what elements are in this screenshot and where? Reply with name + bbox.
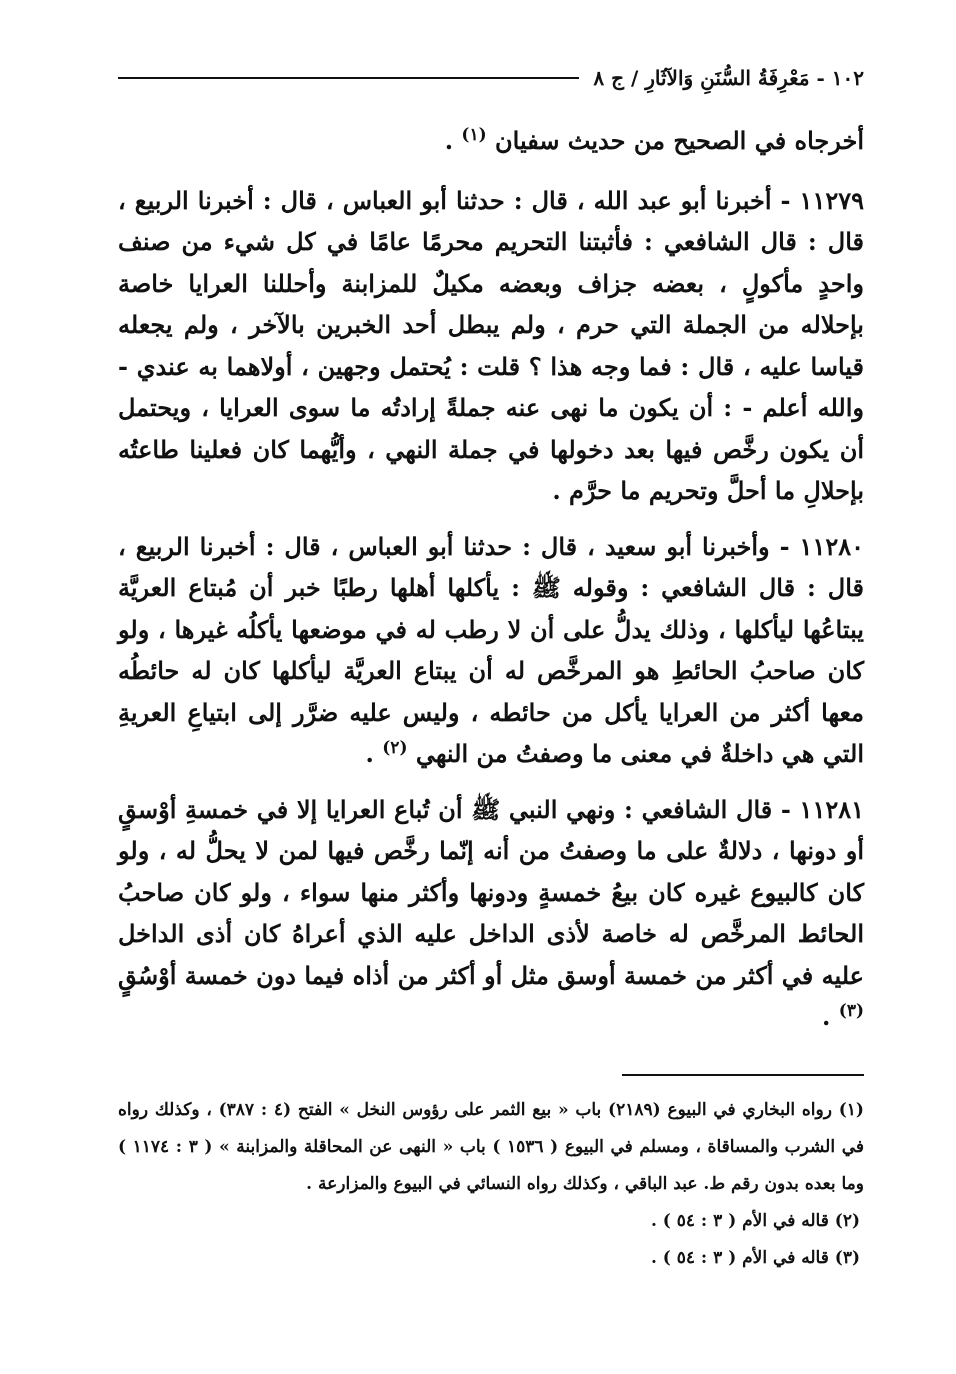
hadith-paragraph [118,526,864,775]
footnote-separator [622,1074,864,1076]
header-rule [118,77,579,79]
hadith-text: - أخبرنا أبو عبد الله ، قال : حدثنا أبو العباس ، قال : أخبرنا الربيع ، قال : قال الشافعي : فأثبتنا التحريم محرمًا عامًا في كل شيء من صنف واحدٍ مأكولٍ ، بعضه جزاف وبعضه مكيلٌ للمزابنة وأحللنا العرايا خاصة بإحلاله من الجملة التي حرم ، ولم يبطل أحد الخبرين بالآخر ، ولم يجعله قياسا عليه ، قال : فما وجه هذا ؟ قلت : يُحتمل وجهين ، أولاهما به عندي - والله أعلم - : أن يكون ما نهى عنه جملةً إرادتُه ما سوى العرايا ، ويحتمل أن يكون رخَّص فيها بعد دخولها في جملة النهي ، وأيُّهما كان فعلينا طاعتُه بإحلالِ ما أحلَّ وتحريم ما حرَّم . [118,185,864,505]
footnote-ref-1: (١) [461,125,487,145]
intro-end: . [444,126,462,155]
running-header [118,58,864,98]
footnote-ref-2: (٢) [382,738,408,758]
hadith-end: . [365,739,383,768]
header-title: ١٠٢ - مَعْرِفَةُ السُّنَنِ وَالآثَارِ / ج ٨ [593,66,864,90]
footnote-ref-3: (٣) [838,1001,864,1021]
footnotes [118,1092,864,1277]
hadith-paragraph [118,180,864,512]
footnote: (٣) قاله في الأم ( ٣ : ٥٤ ) . [650,1247,860,1268]
intro-paragraph [118,120,864,162]
footnote: (٢) قاله في الأم ( ٣ : ٥٤ ) . [650,1210,860,1231]
hadith-number: ١١٢٨٠ [799,531,864,561]
hadith-number: ١١٢٧٩ [799,185,864,215]
hadith-text: - وأخبرنا أبو سعيد ، قال : حدثنا أبو العباس ، قال : أخبرنا الربيع ، قال : قال الشافعي : وقوله ﷺ : يأكلها أهلها رطبًا خبر أن مُبتاع العريَّة يبتاعُها ليأكلها ، وذلك يدلُّ على أن لا رطب له في موضعها يأكلُه غيرها ، ولو كان صاحبُ الحائطِ هو المرخَّص له أن يبتاع العريَّة ليأكلها كان له حائطُه معها أكثر من العرايا يأكل من حائطه ، وليس عليه ضرَّر إلى ابتياعِ العريةِ التي هي داخلةٌ في معنى ما وصفتُ من النهي [118,531,864,768]
footnote: (١) رواه البخاري في البيوع (٢١٨٩) باب « بيع الثمر على رؤوس النخل » الفتح (٤ : ٣٨٧) ، وكذلك رواه في الشرب والمساقاة ، ومسلم في البيوع ( ١٥٣٦ ) باب « النهى عن المحاقلة والمزابنة » ( ٣ : ١١٧٤ ) وما بعده بدون رقم ط. عبد الباقي ، وكذلك رواه النسائي في البيوع والمزارعة . [118,1099,864,1194]
hadith-paragraph [118,789,864,1038]
intro-text: أخرجاه في الصحيح من حديث سفيان [495,126,864,155]
main-text [118,120,864,1038]
hadith-number: ١١٢٨١ [799,794,864,824]
hadith-end: . [822,1002,839,1031]
hadith-text: - قال الشافعي : ونهي النبي ﷺ أن تُباع العرايا إلا في خمسةِ أوْسقٍ أو دونها ، دلالةٌ على ما وصفتُ من أنه إنّما رخَّص فيها لمن لا يحلُّ له ، ولو كان كالبيوع غيره كان بيعُ خمسةٍ ودونها وأكثر منها سواء ، ولو كان صاحبُ الحائط المرخَّص له خاصة لأذى الداخل عليه الذي أعراهُ كان أذى الداخل عليه في أكثر من خمسة أوسق مثل أو أكثر من أذاه فيما دون خمسة أوْسُقٍ [118,794,864,990]
